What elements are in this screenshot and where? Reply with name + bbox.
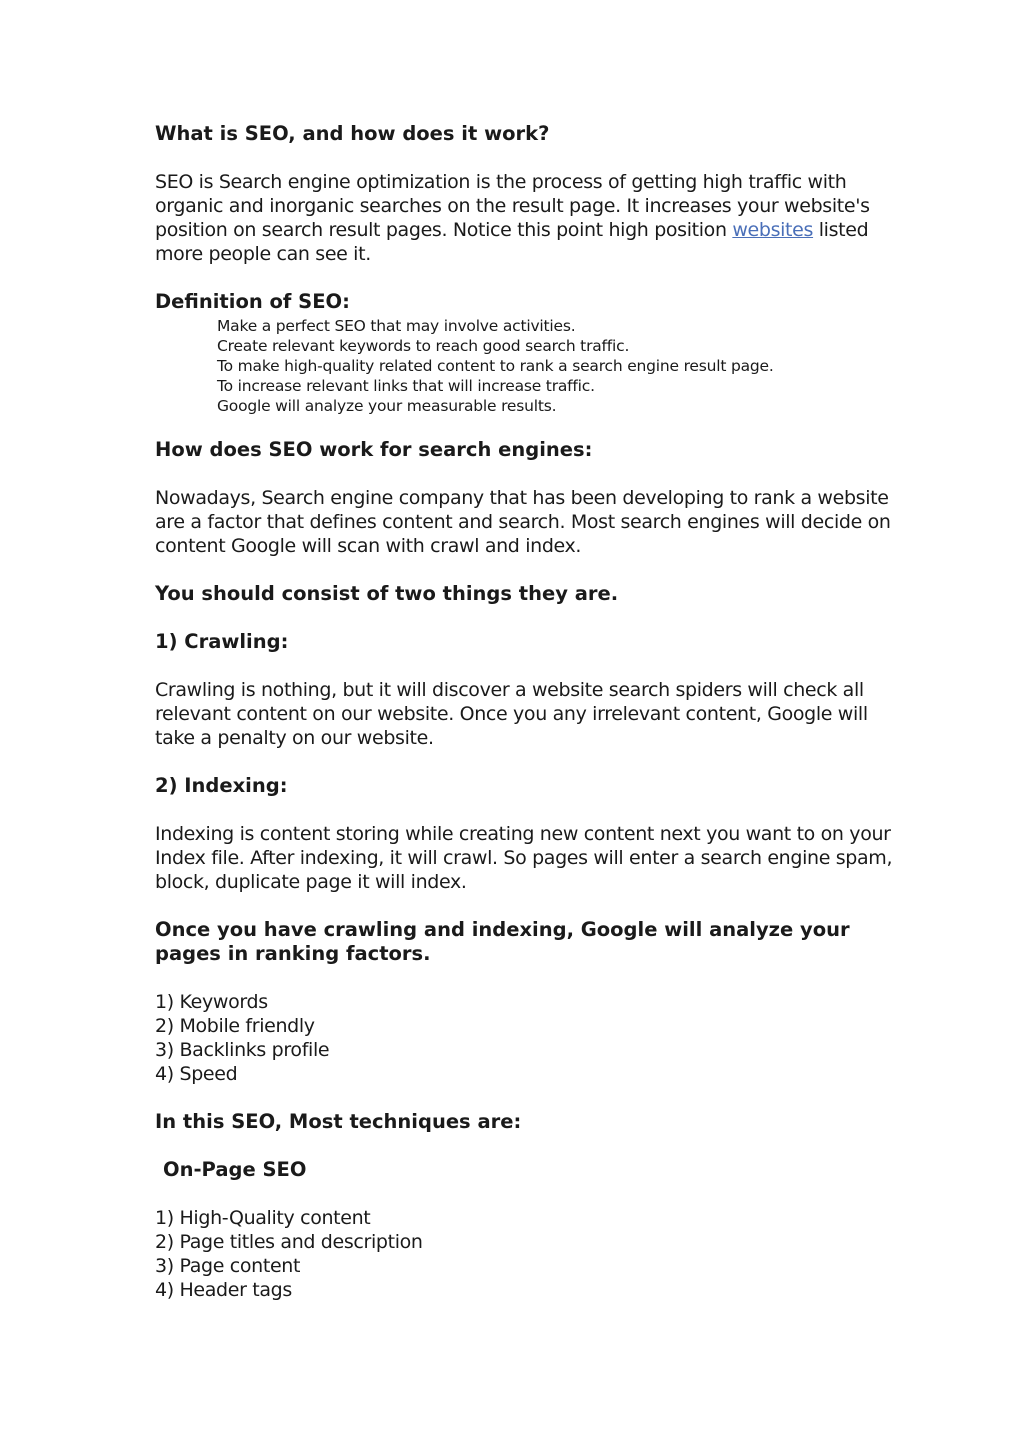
intro-paragraph xyxy=(155,170,895,266)
ranking-factors-list xyxy=(155,990,895,1086)
definition-item: Make a perfect SEO that may involve activities. xyxy=(217,317,576,335)
indexing-paragraph: Indexing is content storing while creating new content next you want to on your Index file. After indexing, it will crawl. So pages will enter a search engine spam, block, duplicate page it will index. xyxy=(155,823,893,893)
how-it-works-heading: How does SEO work for search engines: xyxy=(155,438,593,461)
ranking-factor-item: 4) Speed xyxy=(155,1063,238,1085)
on-page-seo-heading: On-Page SEO xyxy=(163,1158,307,1181)
on-page-item: 4) Header tags xyxy=(155,1279,292,1301)
ranking-factor-item: 3) Backlinks profile xyxy=(155,1039,330,1061)
document-body xyxy=(155,122,895,1302)
definition-item: To make high-quality related content to rank a search engine result page. xyxy=(217,357,774,375)
on-page-item: 2) Page titles and description xyxy=(155,1231,423,1253)
websites-link[interactable]: websites xyxy=(732,219,814,241)
definition-item: Create relevant keywords to reach good search traffic. xyxy=(217,337,630,355)
how-it-works-paragraph: Nowadays, Search engine company that has been developing to rank a website are a factor that defines content and search. Most search engines will decide on content Google will scan with crawl and index. xyxy=(155,487,891,557)
definition-heading: Definition of SEO: xyxy=(155,290,350,313)
ranking-factor-item: 2) Mobile friendly xyxy=(155,1015,315,1037)
on-page-item: 1) High-Quality content xyxy=(155,1207,371,1229)
intro-text-after-link: listed more people can see it. xyxy=(155,219,869,265)
crawling-heading: 1) Crawling: xyxy=(155,630,289,653)
ranking-factor-item: 1) Keywords xyxy=(155,991,268,1013)
page-title: What is SEO, and how does it work? xyxy=(155,122,550,145)
intro-text-before-link: SEO is Search engine optimization is the process of getting high traffic with organic and inorganic searches on the result page. It increases your website's position on search result pages. Notice this point high position xyxy=(155,171,870,241)
techniques-heading: In this SEO, Most techniques are: xyxy=(155,1110,522,1133)
definition-item: Google will analyze your measurable results. xyxy=(217,397,557,415)
indexing-heading: 2) Indexing: xyxy=(155,774,288,797)
ranking-heading: Once you have crawling and indexing, Google will analyze your pages in ranking factors. xyxy=(155,918,850,965)
on-page-item: 3) Page content xyxy=(155,1255,301,1277)
crawling-paragraph: Crawling is nothing, but it will discover a website search spiders will check all relevant content on our website. Once you any irrelevant content, Google will take a penalty on our website. xyxy=(155,679,868,749)
two-things-heading: You should consist of two things they are. xyxy=(155,582,619,605)
on-page-seo-list xyxy=(155,1206,895,1302)
definition-item: To increase relevant links that will increase traffic. xyxy=(217,377,595,395)
definition-list xyxy=(217,316,895,416)
